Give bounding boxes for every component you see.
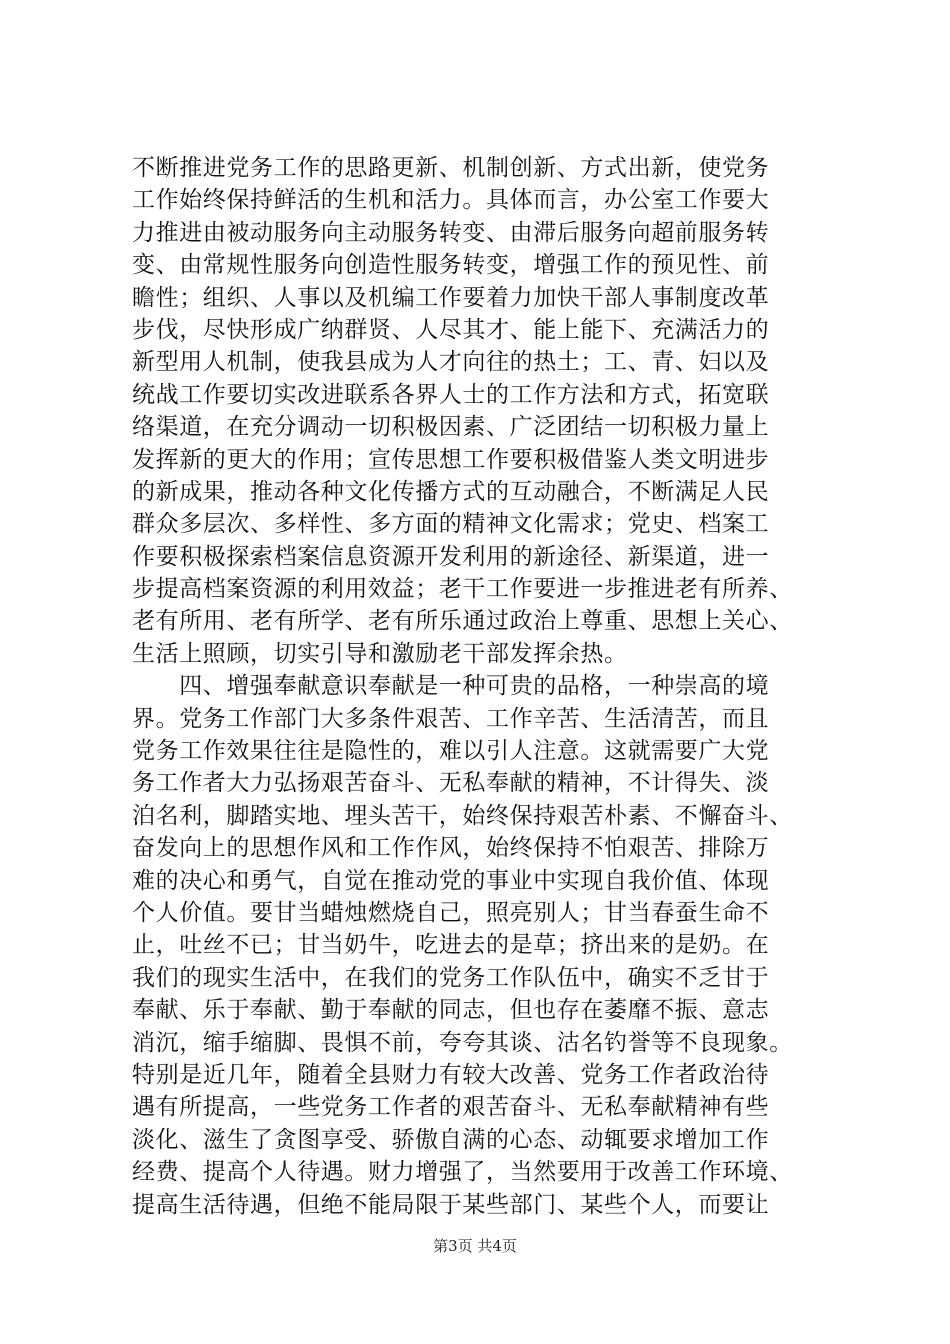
page-footer [0, 1236, 950, 1256]
text-line: 奋发向上的思想作风和工作作风，始终保持不怕艰苦、排除万 [132, 835, 770, 862]
text-line: 新型用人机制，使我县成为人才向往的热土；工、青、妇以及 [132, 349, 770, 376]
text-line: 遇有所提高，一些党务工作者的艰苦奋斗、无私奉献精神有些 [132, 1094, 770, 1121]
text-line: 群众多层次、多样性、多方面的精神文化需求；党史、档案工 [132, 511, 770, 538]
text-line: 淡化、滋生了贪图享受、骄傲自满的心态、动辄要求增加工作 [132, 1126, 770, 1153]
text-line: 特别是近几年，随着全县财力有较大改善、党务工作者政治待 [132, 1061, 770, 1088]
text-line: 提高生活待遇，但绝不能局限于某些部门、某些个人，而要让 [132, 1191, 770, 1218]
text-line: 步伐，尽快形成广纳群贤、人尽其才、能上能下、充满活力的 [132, 316, 770, 343]
text-line: 步提高档案资源的利用效益；老干工作要进一步推进老有所养、 [132, 576, 793, 603]
text-line: 界。党务工作部门大多条件艰苦、工作辛苦、生活清苦，而且 [132, 705, 770, 732]
text-line: 变、由常规性服务向创造性服务转变，增强工作的预见性、前 [132, 252, 770, 279]
text-line: 老有所用、老有所学、老有所乐通过政治上尊重、思想上关心、 [132, 608, 793, 635]
text-line: 消沉，缩手缩脚、畏惧不前，夸夸其谈、沽名钓誉等不良现象。 [132, 1029, 793, 1056]
text-line: 务工作者大力弘扬艰苦奋斗、无私奉献的精神，不计得失、淡 [132, 770, 770, 797]
text-line: 党务工作效果往往是隐性的，难以引人注意。这就需要广大党 [132, 738, 770, 765]
text-line: 止，吐丝不已；甘当奶牛，吃进去的是草；挤出来的是奶。在 [132, 932, 770, 959]
text-line: 发挥新的更大的作用；宣传思想工作要积极借鉴人类文明进步 [132, 446, 770, 473]
text-line: 瞻性；组织、人事以及机编工作要着力加快干部人事制度改革 [132, 284, 770, 311]
text-line: 工作始终保持鲜活的生机和活力。具体而言，办公室工作要大 [132, 187, 770, 214]
text-line: 经费、提高个人待遇。财力增强了，当然要用于改善工作环境、 [132, 1159, 793, 1186]
text-line: 力推进由被动服务向主动服务转变、由滞后服务向超前服务转 [132, 219, 770, 246]
text-line: 难的决心和勇气，自觉在推动党的事业中实现自我价值、体现 [132, 867, 770, 894]
text-line: 络渠道，在充分调动一切积极因素、广泛团结一切积极力量上 [132, 414, 770, 441]
body-text [132, 152, 832, 1221]
text-line: 奉献、乐于奉献、勤于奉献的同志，但也存在萎靡不振、意志 [132, 997, 770, 1024]
text-line: 不断推进党务工作的思路更新、机制创新、方式出新，使党务 [132, 155, 770, 181]
text-line: 个人价值。要甘当蜡烛燃烧自己，照亮别人；甘当春蚕生命不 [132, 899, 770, 926]
text-line: 作要积极探索档案信息资源开发利用的新途径、新渠道，进一 [132, 543, 770, 570]
text-line: 我们的现实生活中，在我们的党务工作队伍中，确实不乏甘于 [132, 964, 770, 991]
text-line: 的新成果，推动各种文化传播方式的互动融合，不断满足人民 [132, 478, 770, 505]
text-line: 统战工作要切实改进联系各界人士的工作方法和方式，拓宽联 [132, 381, 770, 408]
text-line: 生活上照顾，切实引导和激励老干部发挥余热。 [132, 640, 628, 667]
text-line: 四、增强奉献意识奉献是一种可贵的品格，一种崇高的境 [132, 673, 770, 700]
text-line: 泊名利，脚踏实地、埋头苦干，始终保持艰苦朴素、不懈奋斗、 [132, 802, 793, 829]
page-number-label: 第3页 共4页 [433, 1237, 517, 1255]
